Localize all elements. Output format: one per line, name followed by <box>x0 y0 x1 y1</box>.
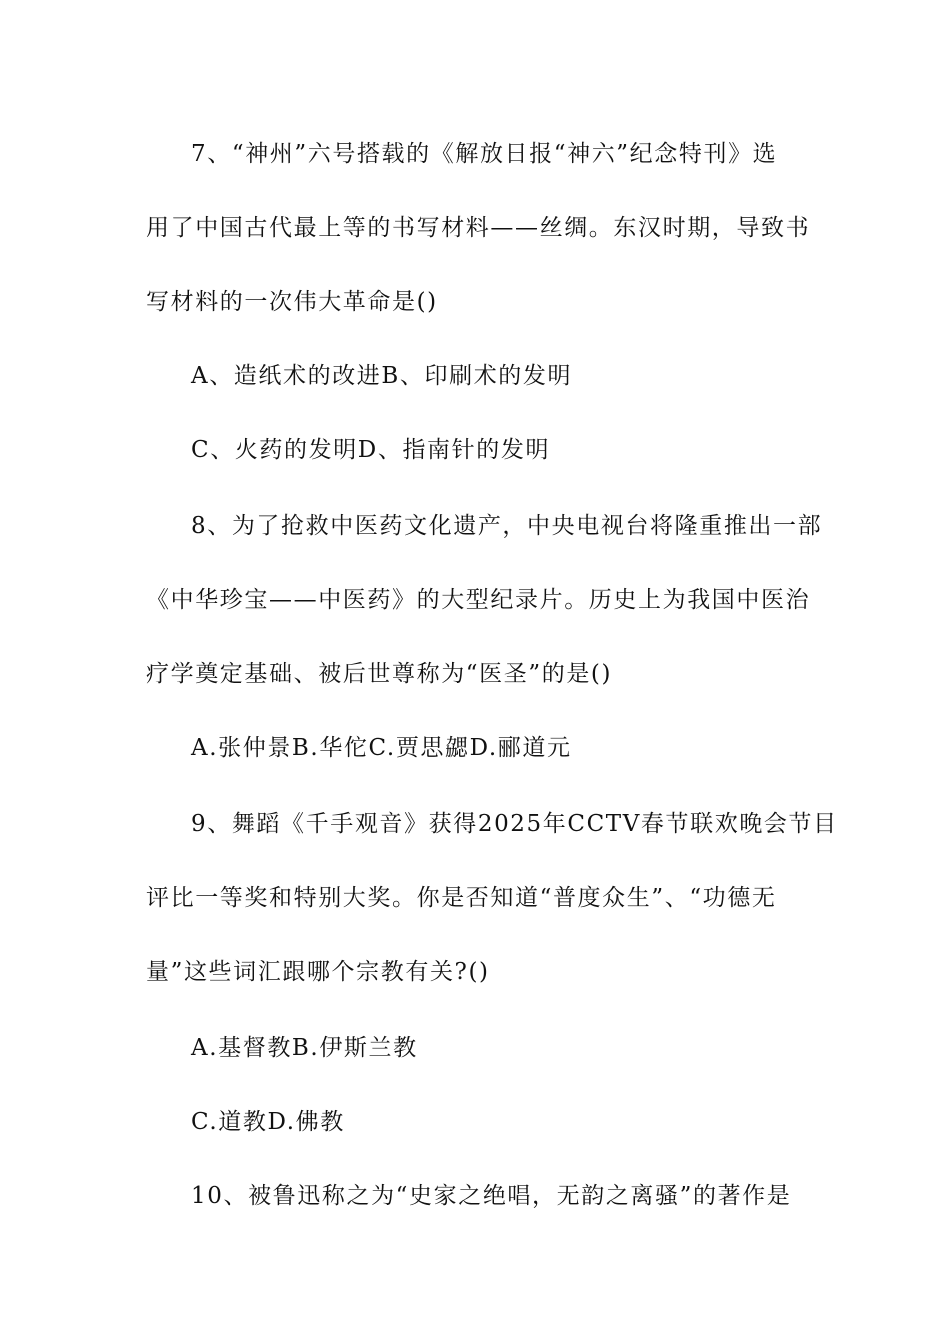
question-9-line-2: 评比一等奖和特别大奖。你是否知道“普度众生”、“功德无 <box>146 885 777 911</box>
question-8-line-3: 疗学奠定基础、被后世尊称为“医圣”的是() <box>146 661 613 687</box>
question-7-line-1: 7、“神州”六号搭载的《解放日报“神六”纪念特刊》选 <box>191 141 778 167</box>
question-9-options-2: C.道教D.佛教 <box>191 1109 345 1135</box>
question-8-line-1: 8、为了抢救中医药文化遗产，中央电视台将隆重推出一部 <box>191 513 823 539</box>
question-7-options-2: C、火药的发明D、指南针的发明 <box>191 437 551 463</box>
question-8-options-1: A.张仲景B.华佗C.贾思勰D.郦道元 <box>191 735 572 761</box>
question-7-options-1: A、造纸术的改进B、印刷术的发明 <box>191 363 573 389</box>
question-7-line-2: 用了中国古代最上等的书写材料——丝绸。东汉时期，导致书 <box>146 215 811 241</box>
question-7-line-3: 写材料的一次伟大革命是() <box>146 289 438 315</box>
question-9-options-1: A.基督教B.伊斯兰教 <box>191 1035 418 1061</box>
question-8-line-2: 《中华珍宝——中医药》的大型纪录片。历史上为我国中医治 <box>146 587 811 613</box>
question-9-line-3: 量”这些词汇跟哪个宗教有关?() <box>146 959 490 985</box>
question-9-line-1: 9、舞蹈《千手观音》获得2025年CCTV春节联欢晚会节目 <box>191 811 838 837</box>
question-10-line-1: 10、被鲁迅称之为“史家之绝唱，无韵之离骚”的著作是 <box>191 1183 792 1209</box>
